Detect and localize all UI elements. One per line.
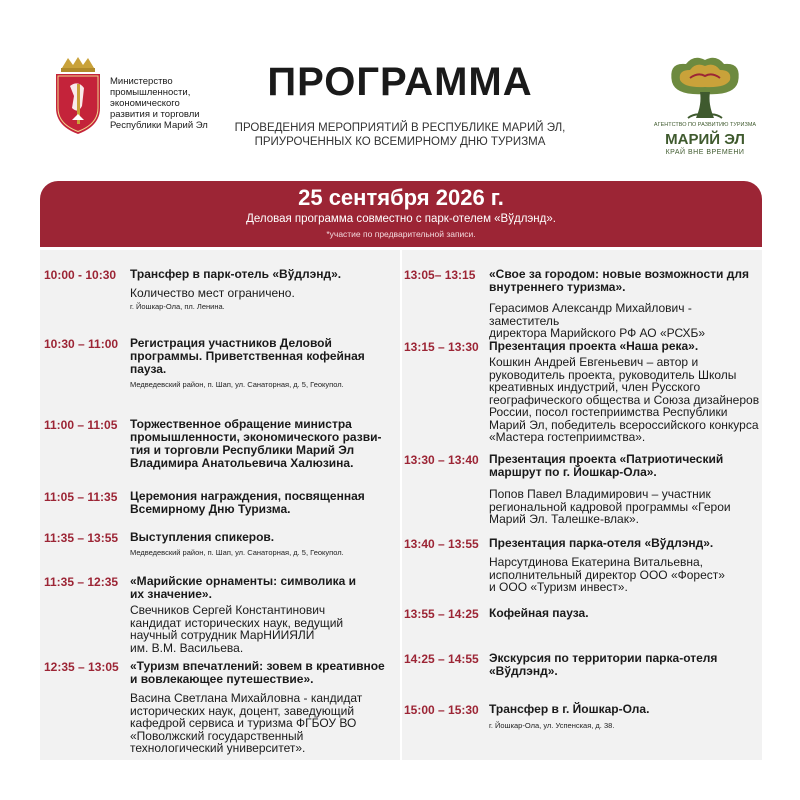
event-description: Количество мест ограничено. — [130, 286, 295, 300]
time-slot: 10:30 – 11:00 — [44, 337, 119, 351]
time-slot: 13:05– 13:15 — [404, 268, 476, 282]
event-title: Экскурсия по территории парка-отеля «Вўдлэнд». — [489, 651, 718, 678]
time-slot: 13:55 – 14:25 — [404, 607, 479, 621]
event-title: Церемония награждения, посвященная Всемирному Дню Туризма. — [130, 489, 365, 516]
time-slot: 13:15 – 13:30 — [404, 340, 479, 354]
event-title: «Марийские орнаменты: символика и их значение». — [130, 574, 357, 601]
time-slot: 15:00 – 15:30 — [404, 703, 479, 717]
event-title: Трансфер в г. Йошкар-Ола. — [489, 702, 650, 716]
event-title: Трансфер в парк-отель «Вўдлэнд». — [130, 267, 342, 281]
event-title: Презентация проекта «Наша река». — [489, 339, 699, 353]
time-slot: 13:30 – 13:40 — [404, 453, 479, 467]
event-address: г. Йошкар-Ола, ул. Успенская, д. 38. — [489, 721, 615, 730]
event-description: Васина Светлана Михайловна - кандидат исторических наук, доцент, заведующий кафедрой сервиса и туризма ФГБОУ ВО «Поволжский государственный технологический университет». — [130, 691, 363, 755]
time-slot: 11:35 – 12:35 — [44, 575, 119, 589]
ministry-logo — [52, 56, 242, 136]
event-address: г. Йошкар-Ола, пл. Ленина. — [130, 302, 225, 311]
event-title: «Туризм впечатлений: зовем в креативное и вовлекающее путешествие». — [130, 659, 385, 686]
banner-note: *участие по предварительной записи. — [326, 229, 476, 239]
time-slot: 13:40 – 13:55 — [404, 537, 479, 551]
ministry-name: Министерство промышленности, экономического развития и торговли Республики Марий Эл — [110, 76, 208, 131]
agency-caption: АГЕНТСТВО ПО РАЗВИТИЮ ТУРИЗМА — [653, 122, 757, 128]
time-slot: 14:25 – 14:55 — [404, 652, 479, 666]
event-title: Выступления спикеров. — [130, 530, 275, 544]
agency-tagline: КРАЙ ВНЕ ВРЕМЕНИ — [665, 149, 745, 156]
banner-subtitle: Деловая программа совместно с парк-отелем «Вўдлэнд». — [246, 213, 556, 225]
event-description: Кошкин Андрей Евгеньевич – автор и руководитель проекта, руководитель Школы креативных индустрий, член Русского географического общества и Союза дизайнеров России, посол гостеприимства Республики Марий Эл, победитель всероссийского конкурса «Мастера гостеприимства». — [489, 355, 760, 444]
tree-icon — [650, 52, 760, 124]
time-slot: 11:05 – 11:35 — [44, 490, 118, 504]
event-description: Нарсутдинова Екатерина Витальевна, исполнительный директор ООО «Форест» и ООО «Туризм инвест». — [489, 555, 725, 594]
date-banner — [40, 181, 762, 247]
agency-name: МАРИЙ ЭЛ — [665, 131, 745, 148]
page-subtitle: ПРОВЕДЕНИЯ МЕРОПРИЯТИЙ В РЕСПУБЛИКЕ МАРИЙ ЭЛ, ПРИУРОЧЕННЫХ КО ВСЕМИРНОМУ ДНЮ ТУРИЗМА — [234, 122, 566, 148]
event-description: Попов Павел Владимирович – участник региональной кадровой программы «Герои Марий Эл. Талешке-влак». — [489, 487, 731, 526]
event-description: Герасимов Александр Михайлович - заместитель директора Марийского РФ АО «РСХБ» — [489, 301, 706, 340]
event-title: Кофейная пауза. — [489, 606, 589, 620]
coat-of-arms-icon — [52, 56, 104, 136]
event-address: Медведевский район, п. Шап, ул. Санаторная, д. 5, Геокупол. — [130, 548, 344, 557]
agency-logo — [650, 52, 760, 162]
event-title: Презентация парка-отеля «Вўдлэнд». — [489, 536, 714, 550]
event-title: «Свое за городом: новые возможности для внутреннего туризма». — [489, 267, 749, 294]
event-title: Презентация проекта «Патриотический маршрут по г. Йошкар-Ола». — [489, 452, 724, 479]
page-title: ПРОГРАММА — [267, 60, 533, 104]
time-slot: 10:00 - 10:30 — [44, 268, 117, 282]
time-slot: 12:35 – 13:05 — [44, 660, 119, 674]
event-title: Регистрация участников Деловой программы. Приветственная кофейная пауза. — [130, 336, 365, 376]
event-title: Торжественное обращение министра промышленности, экономического разви- тия и торговли Республики Марий Эл Владимира Анатольевича Халюзина. — [130, 417, 382, 470]
event-address: Медведевский район, п. Шап, ул. Санаторная, д. 5, Геокупол. — [130, 380, 344, 389]
time-slot: 11:00 – 11:05 — [44, 418, 118, 432]
time-slot: 11:35 – 13:55 — [44, 531, 119, 545]
event-description: Свечников Сергей Константинович кандидат исторических наук, ведущий научный сотрудник МарНИИЯЛИ им. В.М. Васильева. — [130, 603, 344, 655]
event-date: 25 сентября 2026 г. — [298, 185, 504, 210]
